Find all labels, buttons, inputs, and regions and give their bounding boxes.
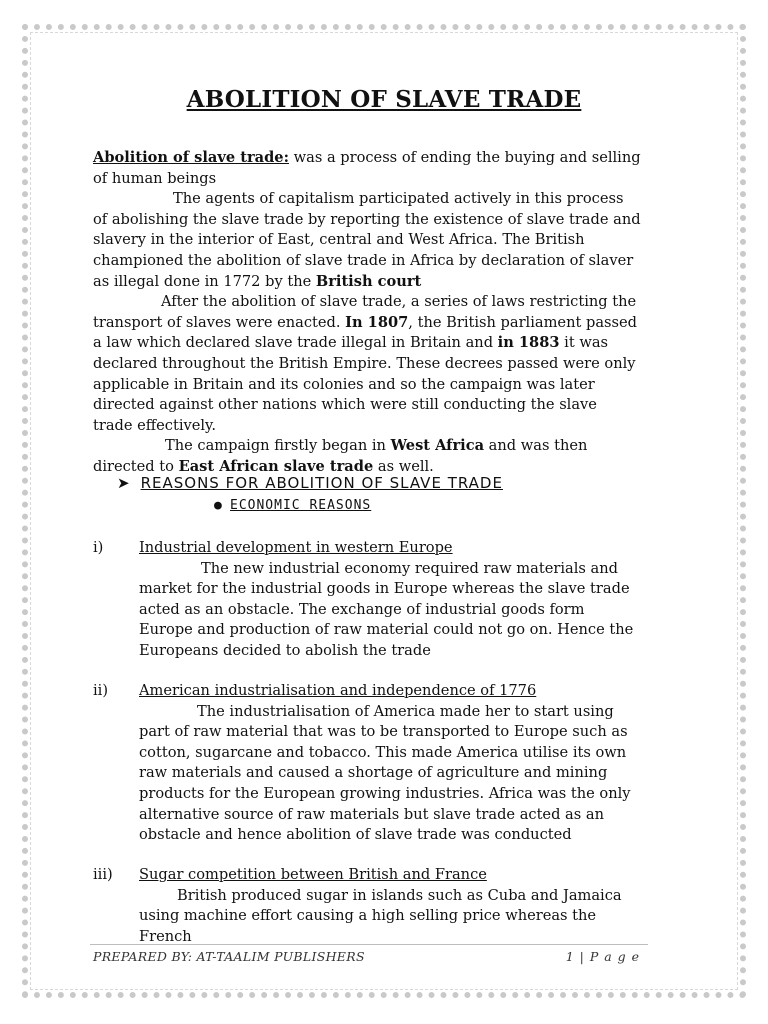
definition-text: was a process of ending the buying and selling of human beings [93,149,641,187]
paragraph-agents-text: The agents of capitalism participated actively in this process of abolishing the slave trade by reporting the existence of slave trade and slavery in the interior of East, central and West Africa. The British championed the abolition of slave trade in Africa by declaration of slaver as illegal done in 1772 by the [93,190,641,290]
footer-divider [90,944,648,945]
paragraph-agents [93,189,641,292]
definition-paragraph [93,148,641,189]
item-text: British produced sugar in islands such as Cuba and Jamaica using machine effort causing a high selling price whereas the French [139,886,622,945]
reasons-heading [117,474,503,492]
campaign-text-c: and was then directed to [93,437,588,475]
page-title: ABOLITION OF SLAVE TRADE [186,86,582,113]
laws-text-a: After the abolition of slave trade, a series of laws restricting the transport of slaves were enacted. [93,293,637,331]
bullet-icon: ● [214,498,223,513]
paragraph-campaign [93,436,641,477]
laws-text-c: , the British parliament passed a law which declared slave trade illegal in Britain and [93,313,637,352]
campaign-text-a: The campaign firstly began in [165,437,391,455]
item-content [139,538,639,662]
item-number: iii) [93,866,113,883]
footer-page-number: 1 | P a g e [565,949,640,964]
item-content [139,865,639,947]
reasons-heading-text: REASONS FOR ABOLITION OF SLAVE TRADE [140,474,503,492]
british-court-term: British court [315,272,422,290]
economic-heading-text: ECONOMIC REASONS [230,498,372,513]
intro-section [93,148,641,478]
west-africa-term: West Africa [390,437,485,455]
paragraph-laws [93,292,641,436]
item-heading: American industrialisation and independence of 1776 [139,682,537,699]
year-1807: In 1807 [345,313,409,331]
item-heading: Industrial development in western Europe [139,539,453,556]
definition-term: Abolition of slave trade: [93,149,289,166]
year-1883: in 1883 [497,334,560,352]
campaign-text-e: as well. [373,457,434,475]
laws-text-e: it was declared throughout the British Empire. These decrees passed were only applicable in Britain and its colonies and so the campaign was later directed against other nations which were still conducting the slave trade effectively. [93,334,636,434]
item-heading: Sugar competition between British and France [139,866,487,883]
item-number: ii) [93,682,109,699]
item-content [139,681,639,846]
item-text: The new industrial economy required raw materials and market for the industrial goods in Europe whereas the slave trade acted as an obstacle. The exchange of industrial goods form Europe and production of raw material could not go on. Hence the Europeans decided to abolish the trade [139,559,634,659]
item-number: i) [93,539,104,556]
arrow-right-icon: ➤ [117,474,131,492]
east-africa-term: East African slave trade [178,457,374,475]
item-text: The industrialisation of America made her to start using part of raw material that was to be transported to Europe such as cotton, sugarcane and tobacco. This made America utilise its own raw materials and caused a shortage of agriculture and mining products for the European growing industries. Africa was the only alternative source of raw materials but slave trade acted as an obstacle and hence abolition of slave trade was conducted [139,702,631,844]
economic-heading [214,498,371,513]
footer-publisher: PREPARED BY: AT-TAALIM PUBLISHERS [93,949,365,964]
